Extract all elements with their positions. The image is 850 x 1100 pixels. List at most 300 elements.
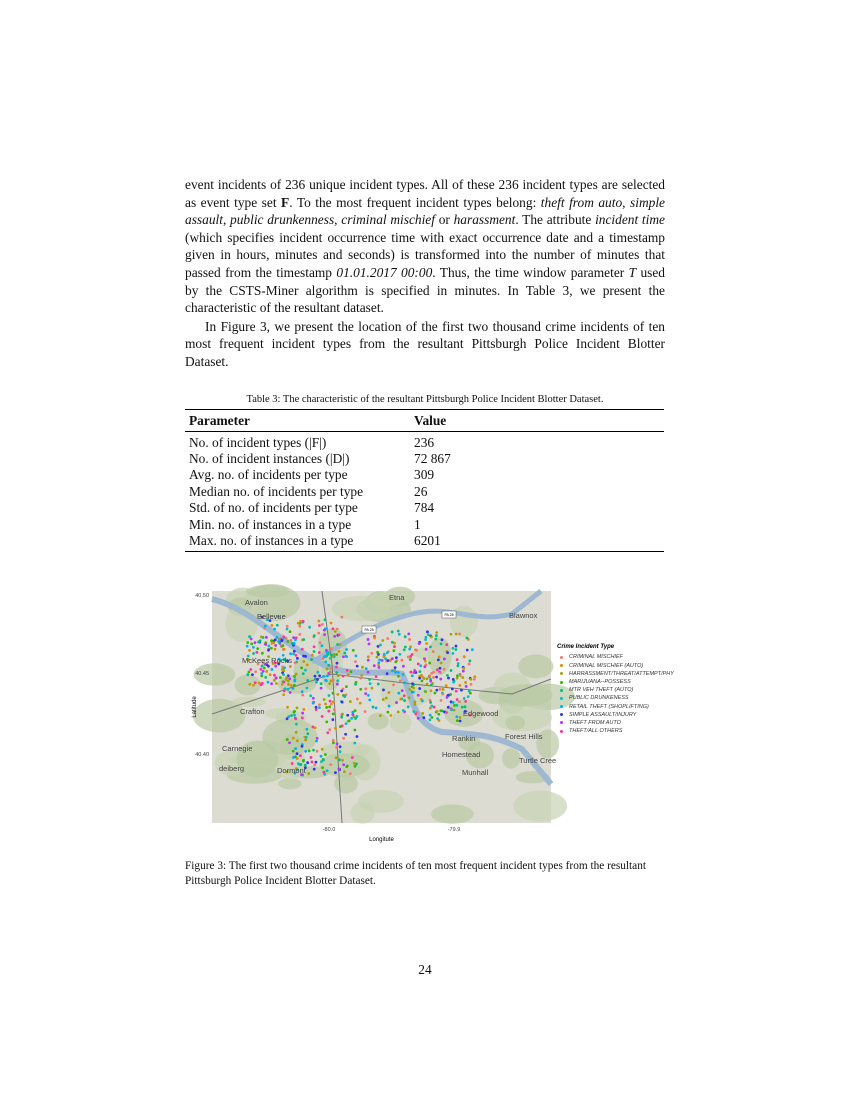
value-cell: 6201: [414, 533, 664, 552]
place-label: McKees Rocks: [242, 656, 293, 666]
incident-point: [459, 720, 462, 723]
incident-point: [455, 645, 458, 648]
legend-swatch: [560, 730, 563, 733]
incident-point: [413, 703, 416, 706]
incident-point: [328, 706, 331, 709]
incident-point: [333, 709, 336, 712]
incident-point: [302, 708, 305, 711]
incident-point: [345, 686, 348, 689]
incident-point: [386, 637, 389, 640]
incident-point: [373, 665, 376, 668]
incident-point: [276, 624, 279, 627]
incident-point: [409, 655, 412, 658]
incident-point: [372, 706, 375, 709]
incident-point: [359, 702, 362, 705]
incident-point: [345, 766, 348, 769]
incident-point: [297, 763, 300, 766]
incident-point: [290, 639, 293, 642]
incident-point: [302, 661, 305, 664]
incident-point: [323, 698, 326, 701]
incident-point: [339, 746, 342, 749]
incident-point: [458, 701, 461, 704]
incident-point: [364, 710, 367, 713]
incident-point: [430, 690, 433, 693]
incident-point: [426, 631, 429, 634]
incident-point: [295, 654, 298, 657]
parameter-cell: Min. no. of instances in a type: [189, 516, 352, 532]
incident-point: [417, 694, 420, 697]
incident-point: [336, 693, 339, 696]
terrain-patch: [518, 655, 553, 679]
incident-point: [346, 714, 349, 717]
incident-point: [263, 667, 266, 670]
incident-point: [326, 732, 329, 735]
incident-point: [296, 753, 299, 756]
incident-point: [326, 668, 329, 671]
incident-point: [343, 652, 346, 655]
incident-point: [334, 772, 337, 775]
incident-point: [445, 644, 448, 647]
incident-point: [283, 681, 286, 684]
incident-point: [273, 628, 276, 631]
incident-point: [260, 636, 263, 639]
incident-point: [267, 665, 270, 668]
place-label: Munhall: [462, 768, 489, 778]
incident-point: [319, 642, 322, 645]
incident-point: [376, 656, 379, 659]
incident-point: [289, 653, 292, 656]
place-label: Avalon: [245, 598, 268, 608]
incident-point: [382, 699, 385, 702]
incident-point: [287, 688, 290, 691]
incident-point: [342, 656, 345, 659]
incident-point: [265, 636, 268, 639]
incident-point: [301, 717, 304, 720]
incident-point: [439, 710, 442, 713]
incident-point: [397, 692, 400, 695]
incident-point: [408, 697, 411, 700]
place-label: Crafton: [240, 707, 265, 717]
incident-point: [286, 718, 289, 721]
incident-point: [274, 644, 277, 647]
incident-point: [435, 689, 438, 692]
incident-point: [330, 667, 333, 670]
incident-point: [377, 662, 380, 665]
incident-point: [316, 737, 319, 740]
incident-point: [415, 649, 418, 652]
incident-point: [354, 661, 357, 664]
incident-point: [460, 689, 463, 692]
incident-point: [439, 678, 442, 681]
incident-point: [269, 674, 272, 677]
incident-point: [438, 719, 441, 722]
incident-point: [341, 713, 344, 716]
incident-point: [354, 683, 357, 686]
incident-point: [424, 636, 427, 639]
legend-swatch: [560, 721, 563, 724]
value-cell: 784: [414, 500, 435, 516]
incident-point: [443, 668, 446, 671]
incident-point: [345, 648, 348, 651]
incident-point: [334, 630, 337, 633]
incident-point: [293, 714, 296, 717]
incident-point: [459, 717, 462, 720]
y-tick-label: 40.45: [195, 671, 209, 678]
incident-point: [333, 653, 336, 656]
incident-point: [470, 683, 473, 686]
incident-point: [306, 679, 309, 682]
incident-point: [283, 648, 286, 651]
incident-point: [462, 670, 465, 673]
incident-point: [295, 731, 298, 734]
incident-point: [456, 677, 459, 680]
incident-point: [399, 680, 402, 683]
incident-point: [403, 695, 406, 698]
incident-point: [377, 645, 380, 648]
incident-point: [306, 664, 309, 667]
legend-label: CRIMINAL MISCHIEF (AUTO): [569, 662, 644, 669]
incident-point: [435, 635, 438, 638]
incident-point: [356, 698, 359, 701]
incident-point: [397, 630, 400, 633]
incident-point: [318, 624, 321, 627]
incident-point: [249, 669, 252, 672]
incident-point: [296, 707, 299, 710]
parameter-cell: No. of incident types (|F|): [189, 434, 327, 450]
incident-point: [420, 674, 423, 677]
incident-point: [436, 710, 439, 713]
incident-point: [313, 764, 316, 767]
incident-point: [395, 657, 398, 660]
incident-point: [381, 639, 384, 642]
incident-point: [312, 702, 315, 705]
incident-point: [336, 683, 339, 686]
incident-point: [328, 694, 331, 697]
incident-point: [345, 656, 348, 659]
incident-point: [267, 681, 270, 684]
incident-point: [429, 714, 432, 717]
incident-point: [320, 687, 323, 690]
incident-point: [278, 641, 281, 644]
incident-point: [340, 690, 343, 693]
incident-point: [473, 676, 476, 679]
incident-point: [318, 675, 321, 678]
incident-point: [342, 675, 345, 678]
legend-label: MTR VEH THEFT (AUTO): [569, 687, 634, 694]
incident-point: [313, 646, 316, 649]
incident-point: [270, 683, 273, 686]
incident-point: [339, 751, 342, 754]
incident-point: [322, 675, 325, 678]
incident-point: [330, 648, 333, 651]
incident-point: [391, 658, 394, 661]
incident-point: [434, 638, 437, 641]
incident-point: [371, 687, 374, 690]
incident-point: [302, 655, 305, 658]
legend-item: [557, 686, 674, 694]
incident-point: [254, 671, 257, 674]
incident-point: [330, 654, 333, 657]
incident-point: [261, 652, 264, 655]
incident-point: [428, 719, 431, 722]
figure-caption: Figure 3: The first two thousand crime incidents of ten most frequent incident types from the resultant Pittsburgh Police Incident Blotter Dataset.: [185, 860, 646, 888]
incident-point: [305, 736, 308, 739]
incident-point: [339, 643, 342, 646]
incident-point: [456, 720, 459, 723]
incident-point: [452, 678, 455, 681]
incident-point: [383, 653, 386, 656]
incident-point: [317, 632, 320, 635]
incident-point: [336, 628, 339, 631]
incident-point: [307, 772, 310, 775]
incident-point: [318, 704, 321, 707]
incident-point: [439, 667, 442, 670]
incident-point: [316, 750, 319, 753]
y-axis-label: Latitude: [192, 696, 198, 719]
incident-point: [411, 683, 414, 686]
x-tick-label: -80.0: [322, 827, 336, 834]
incident-point: [426, 683, 429, 686]
incident-point: [409, 658, 412, 661]
incident-point: [252, 652, 255, 655]
incident-point: [332, 701, 335, 704]
incident-point: [310, 659, 313, 662]
incident-point: [302, 673, 305, 676]
incident-point: [323, 629, 326, 632]
incident-point: [324, 661, 327, 664]
incident-point: [320, 683, 323, 686]
terrain-patch: [498, 685, 552, 707]
place-label: Bellevue: [257, 612, 286, 622]
incident-point: [351, 757, 354, 760]
incident-point: [455, 704, 458, 707]
incident-point: [325, 649, 328, 652]
incident-point: [378, 666, 381, 669]
incident-point: [295, 673, 298, 676]
incident-point: [330, 622, 333, 625]
incident-point: [274, 639, 277, 642]
incident-point: [367, 638, 370, 641]
incident-point: [409, 671, 412, 674]
incident-point: [447, 706, 450, 709]
incident-point: [370, 652, 373, 655]
incident-point: [402, 673, 405, 676]
incident-point: [326, 675, 329, 678]
incident-point: [378, 659, 381, 662]
incident-point: [296, 758, 299, 761]
terrain-patch: [505, 716, 525, 731]
incident-point: [325, 706, 328, 709]
incident-point: [318, 707, 321, 710]
legend-label: THEFT/ALL OTHERS: [569, 728, 623, 735]
incident-point: [391, 641, 394, 644]
incident-point: [267, 645, 270, 648]
incident-point: [421, 712, 424, 715]
terrain-patch: [265, 708, 295, 719]
crime-map-figure: [190, 584, 674, 849]
incident-point: [254, 682, 257, 685]
incident-point: [407, 706, 410, 709]
incident-point: [394, 671, 397, 674]
incident-point: [398, 633, 401, 636]
incident-point: [252, 684, 255, 687]
incident-point: [367, 659, 370, 662]
incident-point: [399, 698, 402, 701]
incident-point: [367, 671, 370, 674]
incident-point: [394, 661, 397, 664]
incident-point: [302, 760, 305, 763]
legend-swatch: [560, 656, 563, 659]
incident-point: [290, 684, 293, 687]
incident-point: [246, 674, 249, 677]
incident-point: [403, 682, 406, 685]
parameter-cell: Median no. of incidents per type: [189, 483, 364, 499]
incident-point: [419, 665, 422, 668]
incident-point: [301, 694, 304, 697]
incident-point: [341, 759, 344, 762]
incident-point: [379, 644, 382, 647]
table-row: [185, 451, 664, 467]
incident-point: [310, 756, 313, 759]
legend-label: MARIJUANA--POSSESS: [569, 679, 631, 686]
incident-point: [408, 648, 411, 651]
incident-point: [329, 671, 332, 674]
incident-point: [296, 657, 299, 660]
incident-point: [461, 677, 464, 680]
incident-point: [250, 638, 253, 641]
incident-point: [326, 770, 329, 773]
incident-point: [459, 674, 462, 677]
incident-point: [443, 658, 446, 661]
incident-point: [308, 750, 311, 753]
incident-point: [323, 634, 326, 637]
place-label: Homestead: [442, 750, 481, 760]
incident-point: [323, 773, 326, 776]
incident-point: [264, 676, 267, 679]
incident-point: [304, 739, 307, 742]
incident-point: [424, 639, 427, 642]
incident-point: [274, 665, 277, 668]
incident-point: [445, 685, 448, 688]
incident-point: [470, 678, 473, 681]
incident-point: [286, 739, 289, 742]
incident-point: [289, 631, 292, 634]
incident-point: [382, 689, 385, 692]
legend-label: SIMPLE ASSAULT/INJURY: [569, 711, 637, 718]
incident-point: [397, 675, 400, 678]
incident-point: [429, 680, 432, 683]
incident-point: [455, 690, 458, 693]
incident-point: [343, 696, 346, 699]
incident-point: [335, 671, 338, 674]
incident-point: [264, 643, 267, 646]
incident-point: [440, 643, 443, 646]
incident-point: [425, 642, 428, 645]
incident-point: [246, 641, 249, 644]
incident-point: [375, 676, 378, 679]
incident-point: [340, 716, 343, 719]
place-label: Carnegie: [222, 744, 253, 754]
incident-point: [418, 687, 421, 690]
incident-point: [439, 672, 442, 675]
incident-point: [336, 662, 339, 665]
table-row: [185, 500, 664, 516]
incident-point: [320, 645, 323, 648]
incident-point: [430, 684, 433, 687]
incident-point: [302, 620, 305, 623]
incident-point: [335, 666, 338, 669]
incident-point: [392, 650, 395, 653]
incident-point: [452, 652, 455, 655]
incident-point: [275, 683, 278, 686]
incident-point: [463, 656, 466, 659]
incident-point: [298, 633, 301, 636]
incident-point: [267, 649, 270, 652]
incident-point: [424, 660, 427, 663]
incident-point: [305, 728, 308, 731]
legend-label: PUBLIC DRUNKENESS: [569, 695, 629, 702]
incident-point: [285, 637, 288, 640]
incident-point: [347, 674, 350, 677]
incident-point: [407, 633, 410, 636]
incident-point: [332, 679, 335, 682]
place-label: Blawnox: [509, 611, 538, 621]
incident-point: [286, 628, 289, 631]
parameter-cell: No. of incident instances (|D|): [189, 450, 350, 466]
incident-point: [252, 646, 255, 649]
incident-point: [418, 671, 421, 674]
incident-point: [393, 646, 396, 649]
incident-point: [293, 650, 296, 653]
incident-point: [425, 648, 428, 651]
incident-point: [264, 625, 267, 628]
incident-point: [295, 723, 298, 726]
incident-point: [455, 716, 458, 719]
incident-point: [255, 651, 258, 654]
incident-point: [469, 660, 472, 663]
incident-point: [333, 635, 336, 638]
incident-point: [353, 729, 356, 732]
incident-point: [404, 646, 407, 649]
incident-point: [332, 739, 335, 742]
terrain-patch: [235, 675, 261, 696]
incident-point: [441, 693, 444, 696]
incident-point: [329, 700, 332, 703]
incident-point: [447, 677, 450, 680]
incident-point: [332, 742, 335, 745]
incident-point: [365, 668, 368, 671]
incident-point: [287, 683, 290, 686]
incident-point: [469, 692, 472, 695]
incident-point: [291, 763, 294, 766]
incident-point: [439, 688, 442, 691]
incident-point: [344, 733, 347, 736]
incident-point: [299, 755, 302, 758]
incident-point: [302, 638, 305, 641]
incident-point: [328, 683, 331, 686]
incident-point: [386, 711, 389, 714]
y-tick-label: 40.40: [195, 752, 209, 759]
incident-point: [445, 712, 448, 715]
terrain-patch: [431, 805, 474, 824]
incident-point: [369, 683, 372, 686]
incident-point: [403, 649, 406, 652]
incident-point: [345, 723, 348, 726]
incident-point: [247, 671, 250, 674]
incident-point: [336, 643, 339, 646]
value-cell: 26: [414, 483, 428, 499]
incident-point: [457, 662, 460, 665]
